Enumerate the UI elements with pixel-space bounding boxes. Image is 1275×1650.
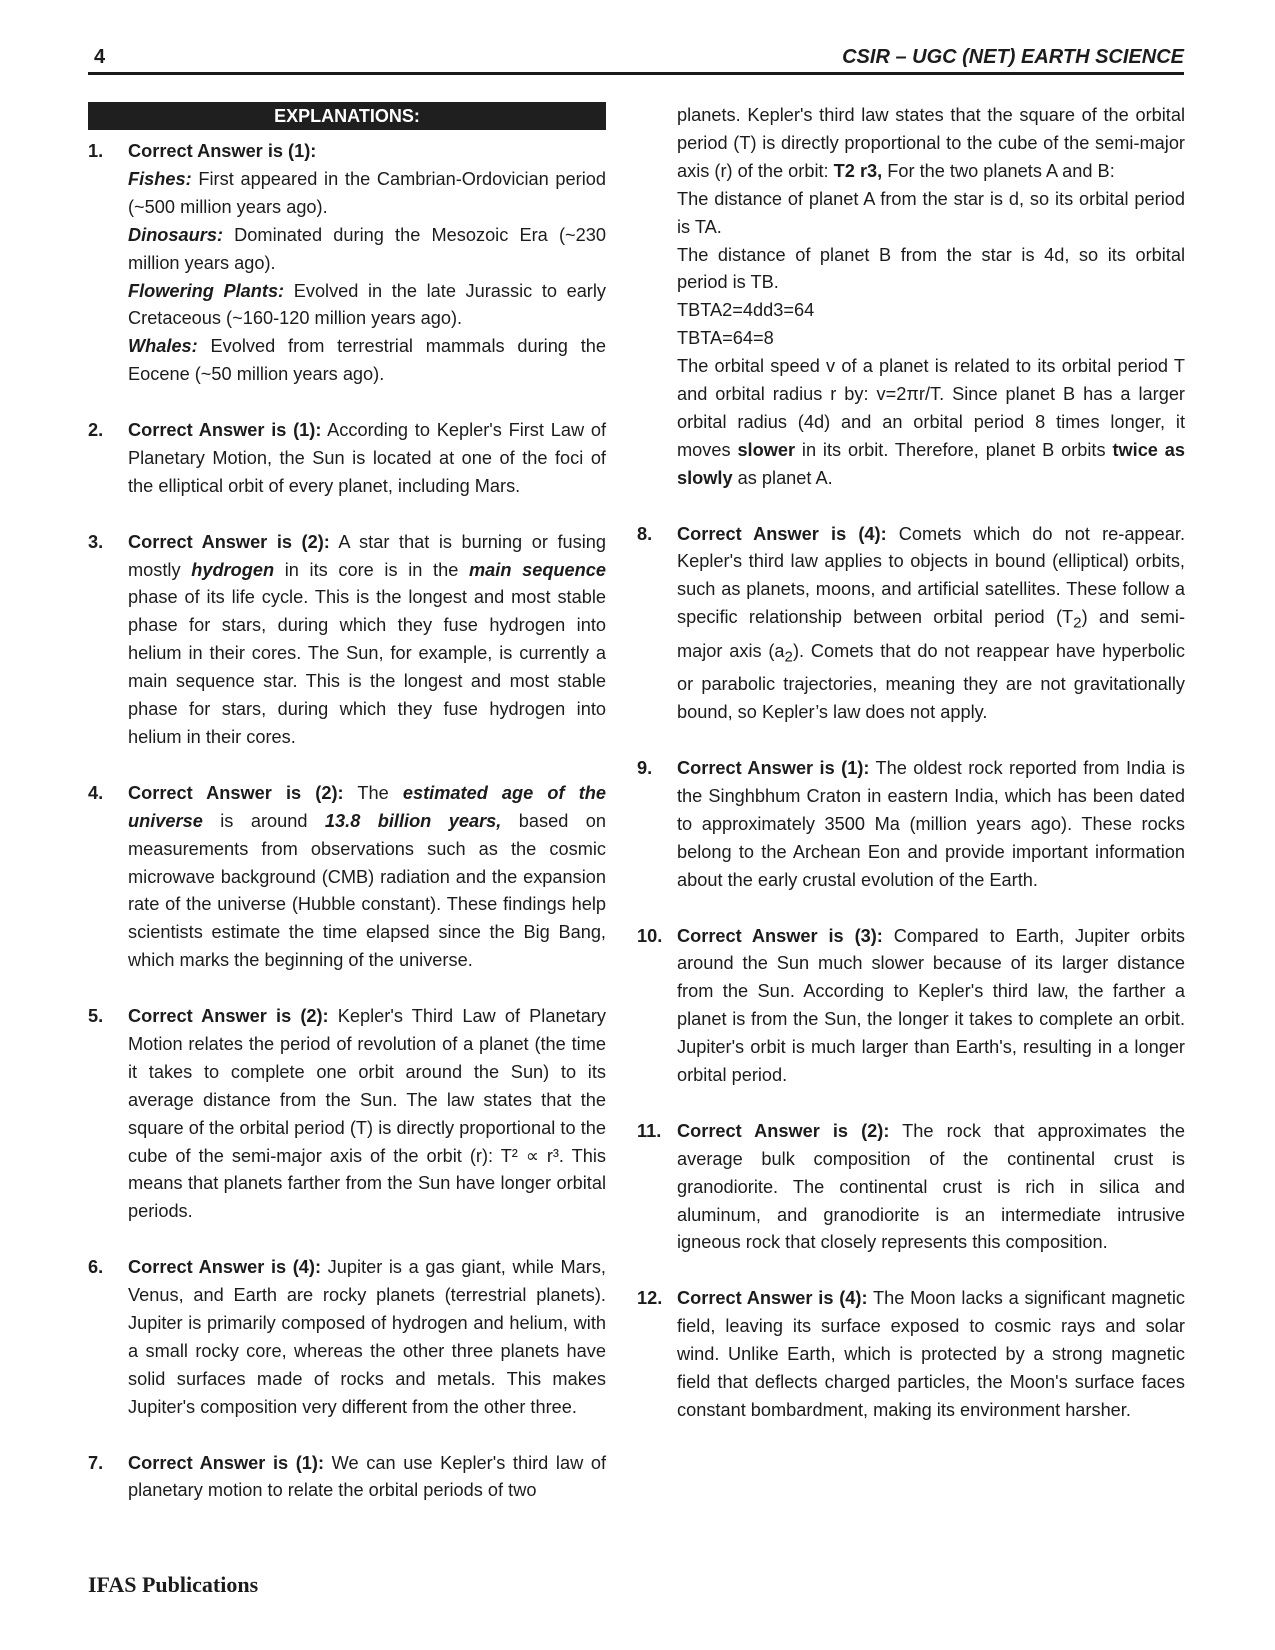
correct-answer-label: Correct Answer is (1): bbox=[128, 420, 322, 441]
item-number: 1. bbox=[88, 141, 104, 161]
explanation-text: The rock that approximates the average bulk composition of the continental crust is granodiorite. The continental crust is rich in silica and aluminum, and granodiorite is an intermediate intrusive igneous rock that closely represents this composition. bbox=[677, 1120, 1186, 1253]
item-number: 9. bbox=[637, 758, 653, 779]
explanation-text: The bbox=[343, 782, 403, 803]
explanation-item-7 bbox=[88, 1450, 606, 1506]
correct-answer-label: Correct Answer is (2): bbox=[677, 1120, 890, 1141]
item-number: 3. bbox=[88, 531, 104, 552]
explanation-text: based on measurements from observations such as the cosmic microwave background (CMB) radiation and the expansion rate of the universe (Hubble constant). These findings help scientists estimate the time elapsed since the Big Bang, which marks the beginning of the universe. bbox=[128, 810, 606, 971]
explanation-paragraph: The distance of planet A from the star is d, so its orbital period is TA. bbox=[677, 188, 1185, 237]
correct-answer-label: Correct Answer is (2): bbox=[128, 782, 344, 803]
term-text: First appeared in the Cambrian-Ordovician period (~500 million years ago). bbox=[128, 168, 606, 217]
explanation-text: The Moon lacks a significant magnetic field, leaving its surface exposed to cosmic rays and solar wind. Unlike Earth, which is protected by a strong magnetic field that deflects charged particles, the Moon's surface faces constant bombardment, making its environment harsher. bbox=[677, 1288, 1185, 1420]
explanation-text: ) and semi-major axis (a bbox=[677, 607, 1185, 661]
explanation-text: is around bbox=[202, 810, 325, 831]
emphasis-text: twice as slowly bbox=[677, 439, 1186, 488]
explanation-text: as planet A. bbox=[732, 467, 833, 488]
right-column bbox=[637, 102, 1186, 1425]
explanation-text: Jupiter is a gas giant, while Mars, Venus, and Earth are rocky planets (terrestrial planets). Jupiter is primarily composed of hydrogen and helium, with a small rocky core, whereas the other three planets have solid surfaces made of rocks and metals. This makes Jupiter's composition very different from the other three. bbox=[128, 1257, 606, 1417]
item-number: 11. bbox=[637, 1120, 662, 1141]
correct-answer-label: Correct Answer is (3): bbox=[677, 925, 883, 946]
explanation-item-1 bbox=[88, 138, 606, 389]
correct-answer-label: Correct Answer is (1): bbox=[128, 1452, 325, 1473]
emphasis-text: hydrogen bbox=[191, 559, 275, 580]
explanation-text: The orbital speed v of a planet is related to its orbital period T and orbital radius r by: v=2πr/T. Since planet B has a larger orbital radius (4d) and an orbital period 8 times longer, it moves bbox=[677, 356, 1185, 460]
explanation-text: Kepler's Third Law of Planetary Motion relates the period of revolution of a planet (the time it takes to complete one orbit around the Sun) to its average distance from the Sun. The law states that the square of the orbital period (T) is directly proportional to the cube of the semi-major axis of the orbit (r): T² ∝ r³. This means that planets farther from the Sun have longer orbital periods. bbox=[128, 1006, 606, 1222]
explanation-item-2 bbox=[88, 417, 606, 501]
page-number: 4 bbox=[94, 46, 106, 68]
emphasis-text: estimated age of the universe bbox=[128, 782, 607, 831]
explanation-text: The oldest rock reported from India is the Singhbhum Craton in eastern India, which has been dated to approximately 3500 Ma (million years ago). These rocks belong to the Archean Eon and provide important information about the early crustal evolution of the Earth. bbox=[677, 758, 1185, 890]
item-number: 6. bbox=[88, 1257, 104, 1278]
subscript: 2 bbox=[784, 648, 793, 666]
item-number: 10. bbox=[637, 925, 663, 946]
subscript: 2 bbox=[1073, 614, 1082, 632]
explanation-item-8 bbox=[637, 521, 1185, 728]
item-number: 8. bbox=[637, 523, 653, 544]
explanation-text: Compared to Earth, Jupiter orbits around the Sun much slower because of its larger distance from the Sun. According to Kepler's third law, the farther a planet is from the Sun, the longer it takes to complete an orbit. Jupiter's orbit is much larger than Earth's, resulting in a longer orbital period. bbox=[677, 925, 1186, 1086]
formula-text: T2 r3, bbox=[833, 160, 883, 181]
emphasis-text: main sequence bbox=[468, 559, 606, 580]
term-text: Evolved in the late Jurassic to early Cretaceous (~160-120 million years ago). bbox=[128, 280, 607, 329]
item-number: 7. bbox=[88, 1452, 104, 1473]
emphasis-text: slower bbox=[737, 439, 796, 460]
explanation-paragraph: The distance of planet B from the star is 4d, so its orbital period is TB. bbox=[677, 244, 1185, 293]
item-number: 5. bbox=[88, 1006, 104, 1027]
explanation-text: A star that is burning or fusing mostly bbox=[128, 531, 606, 580]
explanation-item-6 bbox=[88, 1254, 606, 1421]
equation-line: TBTA2=4dd3=64 bbox=[677, 300, 815, 321]
explanation-item-9 bbox=[637, 755, 1185, 895]
correct-answer-label: Correct Answer is (4): bbox=[128, 1257, 322, 1278]
left-column bbox=[88, 102, 606, 1505]
item-number: 2. bbox=[88, 420, 104, 441]
publisher-footer: IFAS Publications bbox=[88, 1572, 259, 1597]
explanation-item-4 bbox=[88, 780, 606, 975]
correct-answer-label: Correct Answer is (2): bbox=[128, 531, 330, 552]
item-number: 12. bbox=[637, 1288, 663, 1309]
explanation-text: in its orbit. Therefore, planet B orbits bbox=[795, 439, 1113, 460]
term: Dinosaurs: bbox=[128, 224, 223, 245]
explanation-text: ). Comets that do not reappear have hyperbolic or parabolic trajectories, meaning they are not gravitationally bound, so Kepler’s law does not apply. bbox=[677, 640, 1185, 723]
running-title: CSIR – UGC (NET) EARTH SCIENCE bbox=[842, 46, 1184, 68]
explanation-text: in its core is in the bbox=[274, 559, 469, 580]
emphasis-text: 13.8 billion years, bbox=[324, 810, 502, 831]
explanation-item-10 bbox=[637, 923, 1185, 1090]
term: Fishes: bbox=[128, 168, 192, 189]
correct-answer-label: Correct Answer is (2): bbox=[128, 1006, 329, 1027]
explanation-text: planets. Kepler's third law states that the square of the orbital period (T) is directly proportional to the cube of the semi-major axis (r) of the orbit: bbox=[677, 105, 1185, 181]
correct-answer-label: Correct Answer is (1): bbox=[128, 141, 317, 161]
term-text: Evolved from terrestrial mammals during the Eocene (~50 million years ago). bbox=[128, 336, 606, 385]
term-text: Dominated during the Mesozoic Era (~230 million years ago). bbox=[128, 224, 606, 273]
explanation-item-12 bbox=[637, 1285, 1185, 1425]
item-number: 4. bbox=[88, 782, 104, 803]
explanation-text: phase of its life cycle. This is the longest and most stable phase for stars, during which they fuse hydrogen into helium in their cores. The Sun, for example, is currently a main sequence star. This is the longest and most stable phase for stars, during which they fuse hydrogen into helium in their cores. bbox=[128, 587, 606, 747]
correct-answer-label: Correct Answer is (1): bbox=[677, 758, 870, 779]
explanation-text: According to Kepler's First Law of Planetary Motion, the Sun is located at one of the foci of the elliptical orbit of every planet, including Mars. bbox=[128, 420, 606, 496]
term: Whales: bbox=[128, 336, 198, 357]
explanation-item-5 bbox=[88, 1003, 606, 1226]
term: Flowering Plants: bbox=[128, 280, 285, 301]
explanation-text: For the two planets A and B: bbox=[882, 160, 1115, 181]
correct-answer-label: Correct Answer is (4): bbox=[677, 1288, 868, 1309]
explanation-item-11 bbox=[637, 1118, 1185, 1258]
page-header bbox=[88, 44, 1184, 75]
equation-line: TBTA=64=8 bbox=[677, 328, 774, 349]
correct-answer-label: Correct Answer is (4): bbox=[677, 523, 887, 544]
explanation-item-3 bbox=[88, 529, 606, 752]
explanations-banner: EXPLANATIONS: bbox=[88, 102, 606, 130]
explanation-item-7-continued bbox=[677, 102, 1185, 493]
explanation-text: We can use Kepler's third law of planetary motion to relate the orbital periods of two bbox=[128, 1452, 606, 1501]
explanation-text: Comets which do not re-appear. Kepler's third law applies to objects in bound (elliptical) orbits, such as planets, moons, and artificial satellites. These follow a specific relationship between orbital period (T bbox=[677, 523, 1185, 628]
